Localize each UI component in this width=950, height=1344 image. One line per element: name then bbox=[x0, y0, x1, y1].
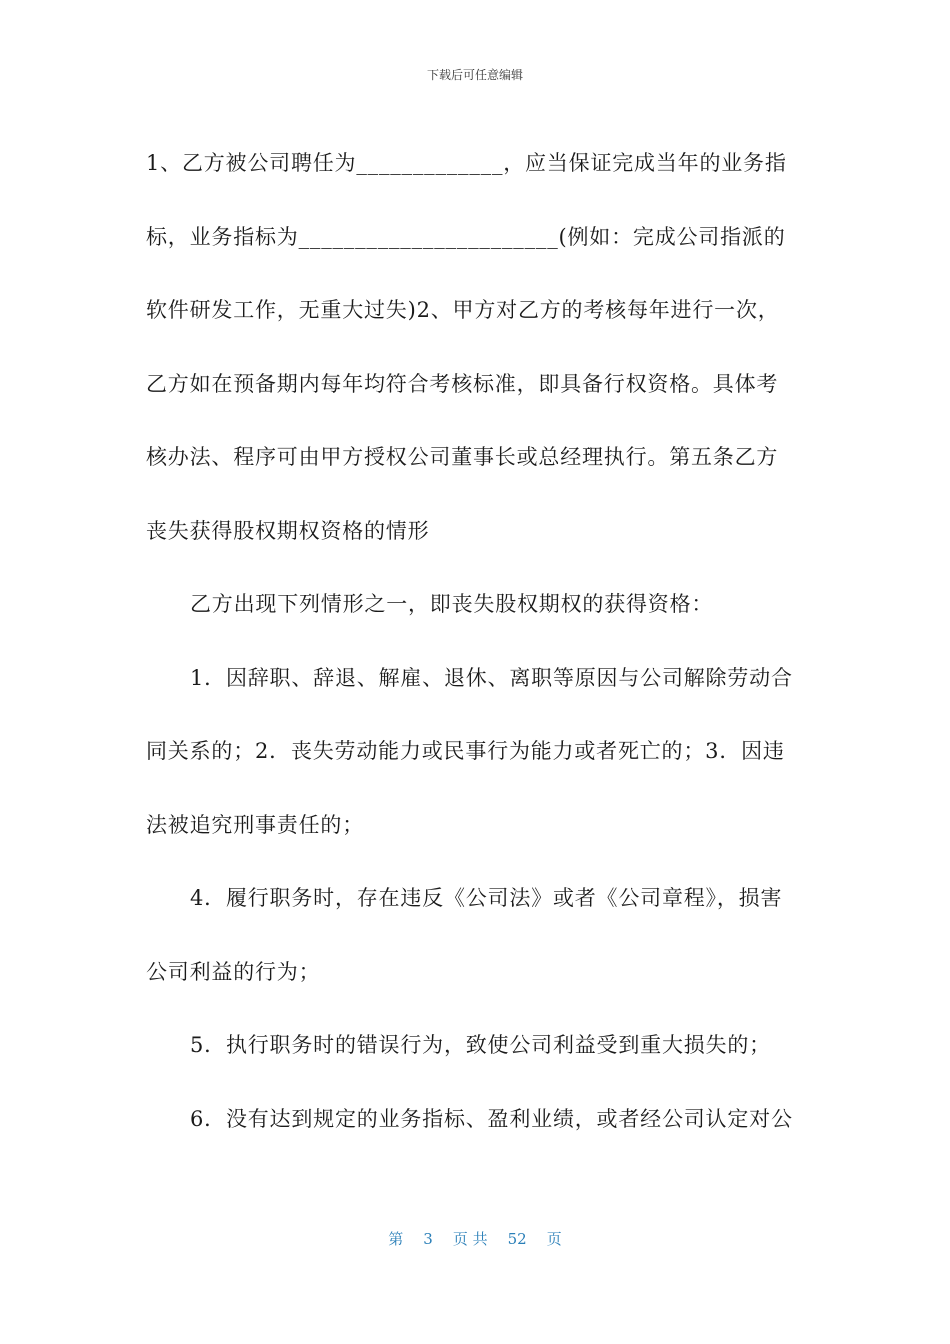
text-line-14: 6．没有达到规定的业务指标、盈利业绩，或者经公司认定对公 bbox=[190, 1106, 793, 1131]
footer-prefix: 第 bbox=[388, 1230, 404, 1248]
text-line-9: 同关系的；2．丧失劳动能力或民事行为能力或者死亡的；3．因违 bbox=[146, 739, 785, 763]
footer-suffix: 页 bbox=[546, 1230, 562, 1248]
footer-total-pages: 52 bbox=[507, 1230, 527, 1248]
text-line-8: 1．因辞职、辞退、解雇、退休、离职等原因与公司解除劳动合 bbox=[190, 665, 793, 690]
text-line-12: 公司利益的行为； bbox=[146, 959, 321, 984]
page-footer bbox=[0, 1228, 950, 1249]
text-line-13: 5．执行职务时的错误行为，致使公司利益受到重大损失的； bbox=[190, 1033, 771, 1057]
text-line-4: 乙方如在预备期内每年均符合考核标准，即具备行权资格。具体考 bbox=[146, 371, 779, 396]
footer-page-number: 3 bbox=[423, 1230, 433, 1248]
text-line-11: 4．履行职务时，存在违反《公司法》或者《公司章程》，损害 bbox=[190, 886, 783, 910]
text-line-6: 丧失获得股权期权资格的情形 bbox=[146, 518, 430, 543]
document-body bbox=[146, 127, 806, 1156]
text-line-7: 乙方出现下列情形之一，即丧失股权期权的获得资格： bbox=[190, 592, 714, 616]
text-line-1: 1、乙方被公司聘任为_____________，应当保证完成当年的业务指 bbox=[146, 151, 787, 175]
text-line-2: 标，业务指标为_______________________(例如：完成公司指派的 bbox=[146, 224, 786, 249]
page-header: 下载后可任意编辑 bbox=[426, 68, 523, 82]
text-line-10: 法被追究刑事责任的； bbox=[146, 812, 364, 837]
text-line-5: 核办法、程序可由甲方授权公司董事长或总经理执行。第五条乙方 bbox=[146, 445, 779, 469]
text-line-3: 软件研发工作，无重大过失)2、甲方对乙方的考核每年进行一次， bbox=[146, 298, 780, 322]
footer-middle: 页 共 bbox=[452, 1230, 488, 1248]
